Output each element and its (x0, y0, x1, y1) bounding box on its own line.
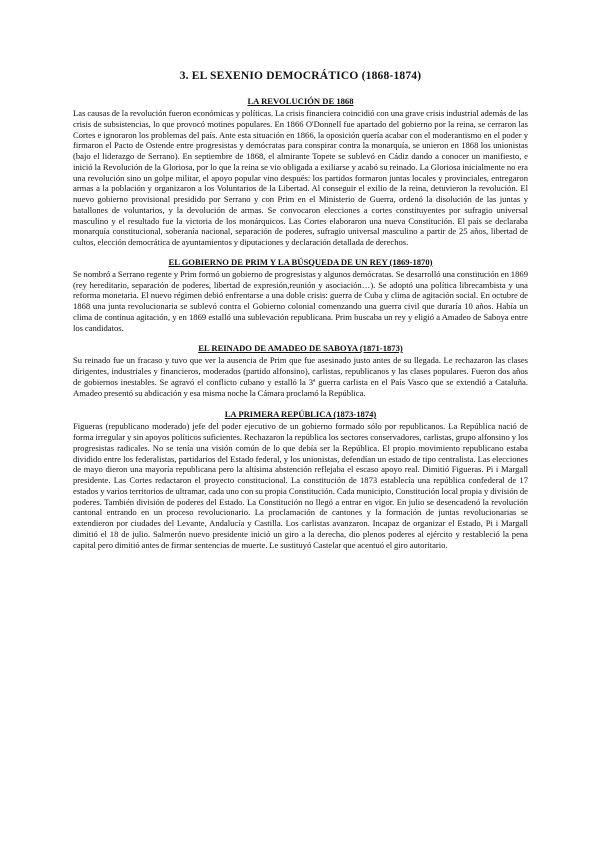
section-paragraph: Las causas de la revolución fueron económicas y políticas. La crisis financiera coincidió con una grave crisis industrial además de las crisis de subsistencias, lo que provocó motines populares. En 1866 O'Donnell fue apartado del gobierno por la reina, se cerraron las Cortes e ignoraron los problemas del país. Ante esta situación en 1866, la oposición quería acabar con el moderantismo en el poder y firmaron el Pacto de Ostende entre progresistas y demócratas para conspirar contra la monarquía, se unieron en 1868 los unionistas (bajo el liderazgo de Serrano). En septiembre de 1868, el almirante Topete se sublevó en Cádiz dando a conocer un manifiesto, e inició la Revolución de la Gloriosa, por lo que la reina se vio obligada a exiliarse y acabó su reinado. La Gloriosa inicialmente no era una revolución sino un golpe militar, el apoyo popular vino después: los partidos formaron juntas locales y provinciales, entregaron armas a la población y organizaron a los Voluntarios de la Libertad. Al conseguir el exilio de la reina, detuvieron la revolución. El nuevo gobierno provisional presidido por Serrano y con Prim en el Ministerio de Guerra, ordenó la disolución de las juntas y batallones de voluntarios, y la devolución de armas. Se convocaron elecciones a cortes constituyentes por sufragio universal masculino y el resultado fue la victoria de los monárquicos. Las Cortes elaboraron una nueva Constitución. El país se declaraba monarquía constitucional, soberanía nacional, separación de poderes, sufragio universal masculino a partir de 25 años, libertad de cultos, elección democrática de ayuntamientos y diputaciones y declaración detallada de derechos. (73, 108, 528, 247)
section-paragraph: Se nombró a Serrano regente y Prim formó un gobierno de progresistas y algunos demócratas. Se desarrolló una constitución en 1869 (rey hereditario, separación de poderes, libertad de expresión,reunión y asociación…). Se adoptó una política librecambista y una reforma monetaria. El nuevo régimen debió enfrentarse a una doble crisis: guerra de Cuba y clima de agitación social. En octubre de 1868 una junta revolucionaria se sublevó contra el Gobierno colonial comenzando una guerra civil que duraría 10 años. Había un clima de continua agitación, y en 1869 estalló una sublevación republicana. Prim buscaba un rey y eligió a Amadeo de Saboya entre los candidatos. (73, 268, 528, 333)
document-page (73, 70, 528, 559)
section-revolucion-1868 (73, 96, 528, 248)
section-paragraph: Su reinado fue un fracaso y tuvo que ver la ausencia de Prim que fue asesinado justo antes de su llegada. Le rechazaron las clases dirigentes, industriales y financieros, moderados (partido alfonsino), carlistas, republicanos y las clases populares. Fueron dos años de gobiernos inestables. Se agravó el conflicto cubano y estalló la 3ª guerra carlista en el País Vasco que se extendió a Cataluña. Amadeo presentó su abdicación y esa misma noche la Cámara proclamó la República. (73, 355, 528, 398)
section-primera-republica (73, 409, 528, 550)
section-heading: LA PRIMERA REPÚBLICA (1873-1874) (224, 409, 377, 420)
section-heading: EL REINADO DE AMADEO DE SABOYA (1871-1873) (198, 343, 403, 354)
section-reinado-amadeo (73, 343, 528, 398)
section-heading: LA REVOLUCIÓN DE 1868 (247, 96, 354, 106)
section-gobierno-prim (73, 257, 528, 334)
document-title: 3. EL SEXENIO DEMOCRÁTICO (1868-1874) (179, 70, 422, 82)
section-heading: EL GOBIERNO DE PRIM Y LA BÚSQUEDA DE UN REY (1869-1870) (168, 256, 433, 267)
section-paragraph: Figueras (republicano moderado) jefe del poder ejecutivo de un gobierno formado sólo por republicanos. La República nació de forma irregular y sin apoyos políticos suficientes. Rechazaron la república los sectores conservadores, carlistas, grupo alfonsino y los progresistas radicales. No se tenía una visión común de lo que debía ser la República. El propio movimiento republicano estaba dividido entre los federalistas, partidarios del Estado federal, y los unionistas, defendían un estado de tipo centralista. Las elecciones de mayo dieron una mayoría republicana pero la altísima abstención reflejaba el escaso apoyo real. Dimitió Figueras. Pi i Margall presidente. Las Cortes redactaron el proyecto constitucional. La constitución de 1873 establecía una república confederal de 17 estados y varios territorios de ultramar, cada uno con su propia Constitución. Cada municipio, Constitución local propia y división de poderes. También división de poderes del Estado. La Constitución no llegó a entrar en vigor. En julio se desencadenó la revolución cantonal entrando en un proceso revolucionario. La proclamación de cantones y la formación de juntas revolucionarias se extendieron por ciudades del Levante, Andalucía y Castilla. Los carlistas avanzaron. Incapaz de organizar el Estado, Pi i Margall dimitió el 18 de julio. Salmerón nuevo presidente inició un giro a la derecha, dio plenos poderes al ejército y restableció la pena capital pero dimitió antes de firmar sentencias de muerte. Le sustituyó Castelar que acentuó el giro autoritario. (73, 421, 528, 550)
